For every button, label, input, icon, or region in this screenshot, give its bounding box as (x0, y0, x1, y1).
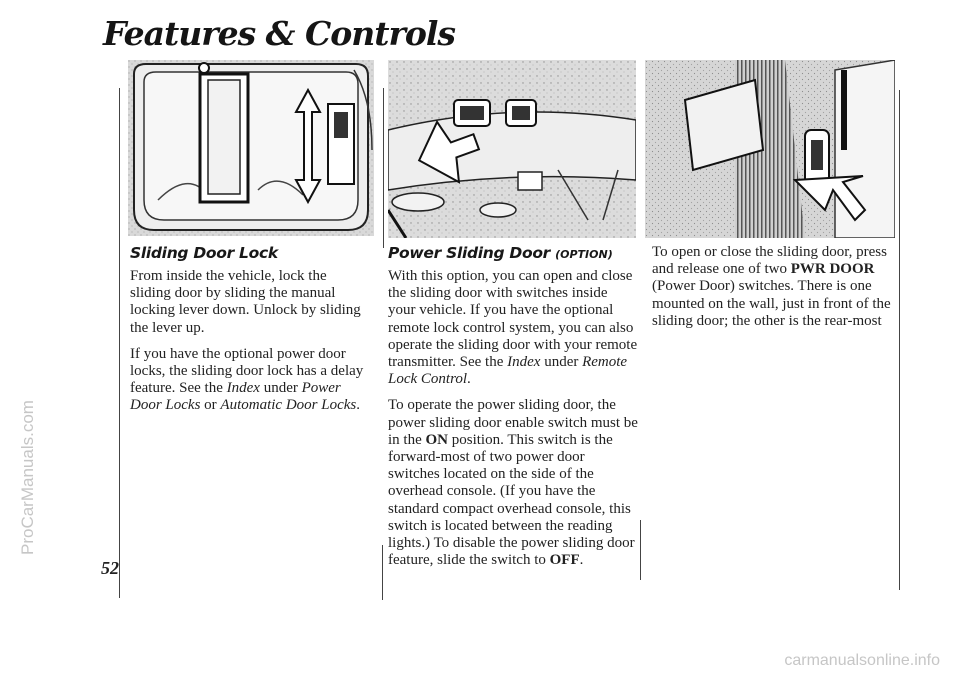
ref-automatic-door-locks: Automatic Door Locks (220, 397, 357, 414)
watermark-bottom: carmanualsonline.info (784, 652, 940, 669)
watermark-side: ProCarManuals.com (18, 400, 37, 555)
ref-index: Index (226, 380, 260, 397)
term-on: ON (425, 431, 448, 448)
page-header: Features & Controls (103, 14, 455, 53)
sliding-door-lock-para1: From inside the vehicle, lock the sliding door by sliding the manual locking lever down. Unlock by sliding the lever up. (130, 268, 361, 336)
column-rule-mid (383, 88, 384, 248)
figure-overhead-console (388, 60, 636, 238)
column-rule-mid-lower (382, 545, 383, 600)
figure-wall-switch (645, 60, 895, 238)
term-pwr-door: PWR DOOR (790, 261, 875, 278)
figure-sliding-door-lock (128, 60, 374, 236)
section-power-sliding-door (388, 244, 638, 578)
sliding-door-lock-para2: If you have the optional power door locks, the sliding door lock has a delay feature. See the Index under Power Door Locks or Automatic Door Locks. (130, 345, 364, 414)
page-number: 52 (101, 558, 119, 578)
ref-index: Index (507, 354, 541, 371)
section-sliding-door-lock (130, 244, 370, 424)
column-rule-left (119, 88, 120, 598)
ref-remote-lock-control: Remote Lock Control (388, 354, 628, 388)
heading-sliding-door-lock: Sliding Door Lock (130, 244, 278, 262)
ref-power-door-locks: Power Door Locks (130, 380, 341, 414)
power-sliding-door-para1: With this option, you can open and close the sliding door with switches inside your vehicle. If you have the optional remote lock control system, you can also operate the sliding door with your remote transmitter. See the Index under Remote Lock Control. (388, 268, 638, 388)
heading-option-tag: (OPTION) (555, 248, 613, 261)
section-pwr-door-switches (652, 244, 892, 339)
column-rule-right (640, 520, 641, 580)
column-rule-far-right (899, 90, 900, 590)
term-off: OFF (549, 552, 580, 569)
power-sliding-door-para2: To operate the power sliding door, the power sliding door enable switch must be in the ON position. This switch is the forward-most of two power door switches located on the side of the overhead console. (If you have the standard compact overhead console, this switch is located between the reading lights.) To disable the power sliding door feature, slide the switch to OFF. (388, 397, 638, 569)
heading-power-sliding-door: Power Sliding Door (OPTION) (388, 244, 613, 262)
pwr-door-para1: To open or close the sliding door, press and release one of two PWR DOOR (Power Door) switches. There is one mounted on the wall, just in front of the sliding door; the other is the rear-most (652, 244, 891, 329)
